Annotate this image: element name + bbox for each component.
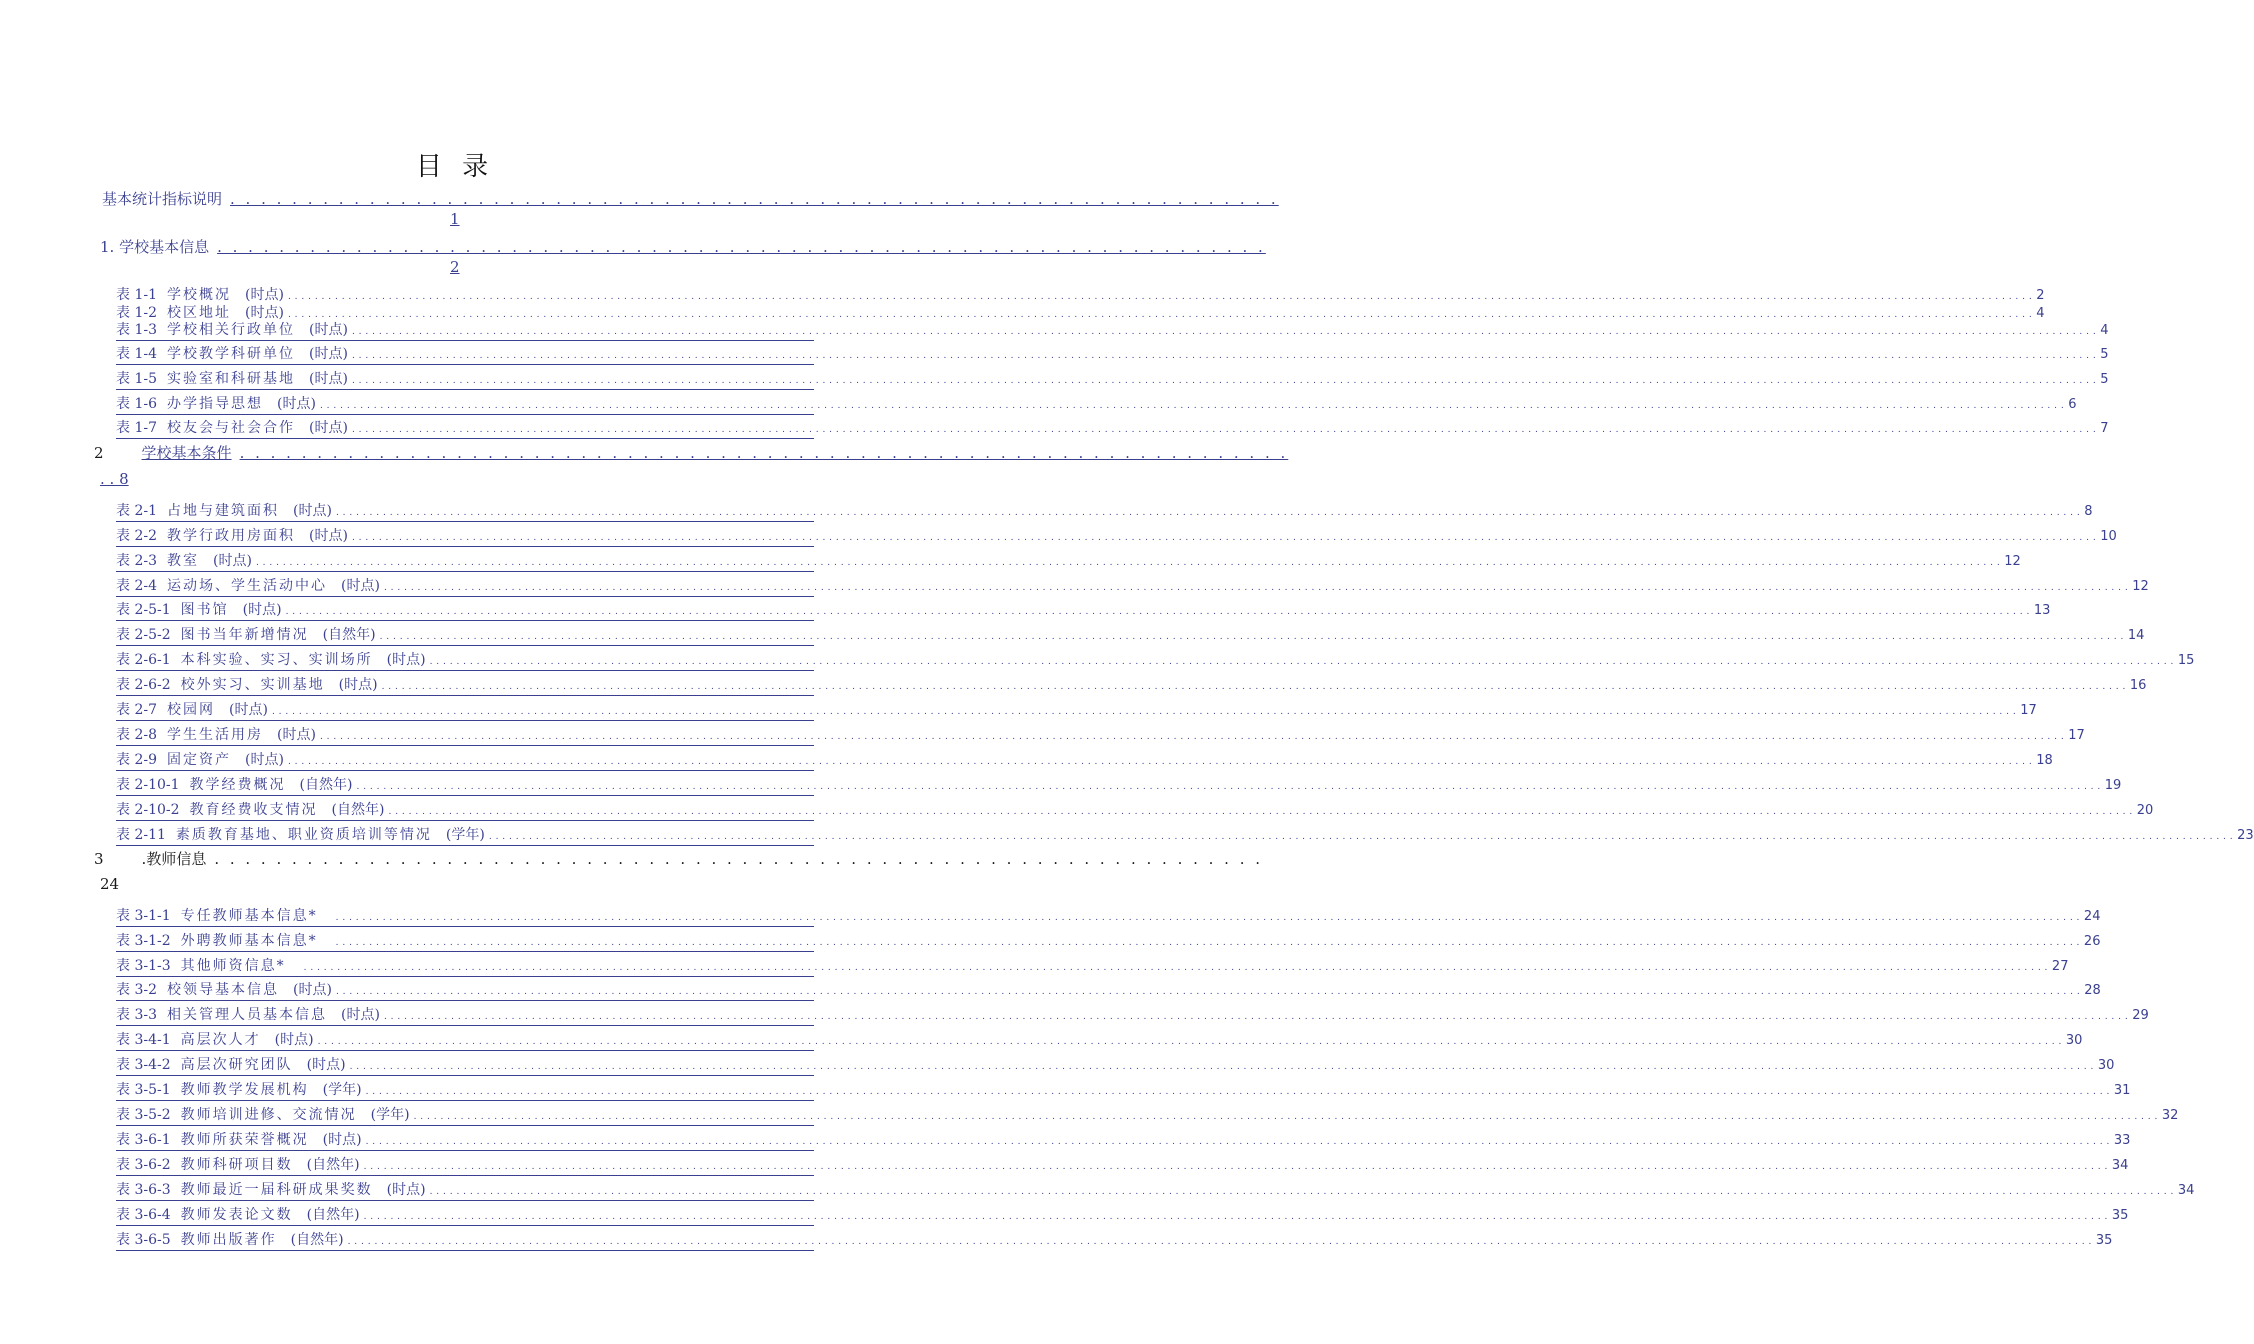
entry-page-number: 12 (2132, 579, 2149, 594)
entry-page-number: 23 (2237, 828, 2254, 843)
entry-title: 高层次研究团队 (180, 1057, 293, 1073)
entry-period: (时点) (274, 1032, 314, 1048)
entry-code: 表 3-6-5 (116, 1232, 171, 1248)
entry-code: 表 3-6-4 (116, 1207, 171, 1223)
entry-title: 校外实习、实训基地 (180, 677, 325, 693)
entry-page-number: 29 (2132, 1008, 2149, 1023)
dot-leader: . . . . . . . . . . . . . . . . . . . . . . . . . . . . . . . . . . . . . . . . . . . . . . . . . . . . . . . . . . . . . . . . . . . . . . . . . . . . . . . . . . . . . . . . . . . . . . . . . . . . . . . . . . . . . . . . . . . . . . . . . . . . . . . . . . . . . . . . . . . . . . . . . . . . . . . . . . . . . . . . . . . . . . . . . . . . . . . . . . . . . . . . . . . . . . . . . . . . . . . . . . . . . . . . . . . . . . . . . . . . . . . . . . . . . . . . . . . . . . . . . . . . . . . . . . . . . . . . . . . . (349, 1062, 2094, 1072)
toc-entry[interactable] (116, 1179, 2195, 1201)
dot-leader: . . . . . . . . . . . . . . . . . . . . . . . . . . . . . . . . . . . . . . . . . . . . . . . . . . . . . . . . . . . . . . . . . . . . . . . . . . . . . . . . . . . . . . . . . . . . . . . . . . . . . . . . . . . . . . . . . . . . . . . . . . . . . . . . . . . . . . . . . . . . . . . . . . . . . . . . . . . . . . . . . . . . . . . . . . . . . . . . . . . . . . . . . . . . . . . . . . . . . . . . . . . . . . . . . . . . . . . . . . . . . . . . . . . . . . . . . . . . . . . . . . . . . . . . . . . . . . . . . . . . (429, 1187, 2174, 1197)
toc-entry[interactable] (116, 799, 2154, 821)
dot-leader: . . . . . . . . . . . . . . . . . . . . . . . . . . . . . . . . . . . . . . . . . . . . . . . . . . . . . . . . . . . . . . . . . . . . . . . . . . . . . . . . . . . . . . . . . . . . . . . . . . . . . . . . . . . . . . . . . . . . . . . . . . . . . . . . . . . . . . . . . . . . . . . . . . . . . . . . . . . . . . . . . . . . . . . . . . . . . . . . . . . . . . . . . . . . . . . . . . . . . . . . . . . . . . . . . . . . . . . . . . . . . . . . . . . . . . . . . . . . . . . . . . . . . . . . . . . . . . . . . . . . (488, 832, 2234, 842)
entry-title: 专任教师基本信息* (180, 908, 318, 924)
entry-page-number: 35 (2111, 1208, 2129, 1223)
entry-page-number: 34 (2177, 1183, 2195, 1198)
dot-leader: . . . . . . . . . . . . . . . . . . . . . . . . . . . . . . . . . . . . . . . . . . . . . . . . . . . . . . . . . . . . . . . . . . . . . . . . . . . . . . . . . . . . . . . . . . . . . . . . . . . . . . . . . . . . . . . . . . . . . . . . . . . . . . . . . . . . . . . . . . . . . . . . . . . . . . . . . . . . . . . . . . . . . . . . . . . . . . . . . . . . . . . . . . . . . . . . . . . . . . . . . . . . . . . . . . . . . . . . . . . . . . . . . . . . . . . . . . . . . . . . . . . . . . . . . . . . . . . . . . . . (388, 807, 2133, 817)
entry-period: (学年) (445, 827, 485, 843)
entry-code: 表 3-6-1 (116, 1132, 171, 1148)
entry-code: 表 3-5-1 (116, 1082, 171, 1098)
dot-leader: . . . . . . . . . . . . . . . . . . . . . . . . . . . . . . . . . . . . . . . . . . . . . . . . . . . . . . . . . . . . . . . . . . . . . . . . . . . . . . . . . . . . . . . . . . . . . . . . . . . . . . . . . . . . . . . . . . . . . . . . . . . . . . . . . . . . . . . . . . . . . . . . . . . . . . . . . . . . . . . . . . . . . . . . . . . . . . . . . . . . . . . . . . . . . . . . . . . . . . . . . . . . . . . . . . . . . . . . . . . . . . . . . . . . . . . . . . . . . . . . . . . . . . . . . . . . . . . . . . . . (317, 1037, 2062, 1047)
entry-code: 表 3-6-2 (116, 1157, 171, 1173)
entry-code: 表 3-2 (116, 982, 157, 998)
dot-leader: . . . . . . . . . . . . . . . . . . . . . . . . . . . . . . . . . . . . . . . . . . . . . . . . . . . . . . . . . . . . . . . . . . . . (239, 444, 1289, 462)
entry-page-number: 26 (2083, 934, 2101, 949)
toc-entry[interactable] (116, 284, 2045, 304)
entry-code: 表 2-8 (116, 727, 157, 743)
entry-period: (时点) (341, 1007, 380, 1023)
page-title: 目 录 (415, 152, 495, 182)
dot-leader: . . . . . . . . . . . . . . . . . . . . . . . . . . . . . . . . . . . . . . . . . . . . . . . . . . . . . . . . . . . . . . . . . . . . . . . . . . . . . . . . . . . . . . . . . . . . . . . . . . . . . . . . . . . . . . . . . . . . . . . . . . . . . . . . . . . . . . . . . . . . . . . . . . . . . . . . . . . . . . . . . . . . . . . . . . . . . . . . . . . . . . . . . . . . . . . . . . . . . . . . . . . . . . . . . . . . . . . . . . . . . . . . . . . . . . . . . . . . . . . . . . . . . . . . . . . . . . . . . . . . (303, 963, 2048, 973)
entry-period: (时点) (213, 553, 252, 569)
toc-entry[interactable] (116, 1129, 2131, 1151)
entry-period: (时点) (309, 346, 348, 362)
entry-title: 教师教学发展机构 (180, 1082, 309, 1098)
dot-leader: . . . . . . . . . . . . . . . . . . . . . . . . . . . . . . . . . . . . . . . . . . . . . . . . . . . . . . . . . . . . . . . . . . . . . . . . . . . . . . . . . . . . . . . . . . . . . . . . . . . . . . . . . . . . . . . . . . . . . . . . . . . . . . . . . . . . . . . . . . . . . . . . . . . . . . . . . . . . . . . . . . . . . . . . . . . . . . . . . . . . . . . . . . . . . . . . . . . . . . . . . . . . . . . . . . . . . . . . . . . . . . . . . . . . . . . . . . . . . . . . . . . . . . . . . . . . . . . . . . . . (381, 682, 2126, 692)
entry-code: 表 3-4-1 (116, 1032, 171, 1048)
dot-leader: . . . . . . . . . . . . . . . . . . . . . . . . . . . . . . . . . . . . . . . . . . . . . . . . . . . . . . . . . . . . . . . . . . . . . . . . . . . . . . . . . . . . . . . . . . . . . . . . . . . . . . . . . . . . . . . . . . . . . . . . . . . . . . . . . . . . . . . . . . . . . . . . . . . . . . . . . . . . . . . . . . . . . . . . . . . . . . . . . . . . . . . . . . . . . . . . . . . . . . . . . . . . . . . . . . . . . . . . . . . . . . . . . . . . . . . . . . . . . . . . . . . . . . . . . . . . . . . . . . . . (287, 757, 2033, 767)
entry-page-number: 6 (2068, 397, 2077, 412)
entry-code: 表 1-6 (116, 396, 157, 412)
entry-code: 表 3-6-3 (116, 1182, 171, 1198)
entry-code: 表 1-3 (116, 322, 157, 338)
toc-entry[interactable] (116, 525, 2117, 547)
entry-title: 其他师资信息* (180, 958, 286, 974)
dot-leader: . . . . . . . . . . . . . . . . . . . . . . . . . . . . . . . . . . . . . . . . . . . . . . . . . . . . . . . . . . . . . . . . . . . . . . . . . . . . . . . . . . . . . . . . . . . . . . . . . . . . . . . . . . . . . . . . . . . . . . . . . . . . . . . . . . . . . . . . . . . . . . . . . . . . . . . . . . . . . . . . . . . . . . . . . . . . . . . . . . . . . . . . . . . . . . . . . . . . . . . . . . . . . . . . . . . . . . . . . . . . . . . . . . . . . . . . . . . . . . . . . . . . . . . . . . . . . . . . . . . . (351, 351, 2097, 361)
toc-section-basic-info[interactable] (100, 236, 1266, 257)
dot-leader: . . . . . . . . . . . . . . . . . . . . . . . . . . . . . . . . . . . . . . . . . . . . . . . . . . . . . . . . . . . . . . . . . . . . . . . . . . . . . . . . . . . . . . . . . . . . . . . . . . . . . . . . . . . . . . . . . . . . . . . . . . . . . . . . . . . . . . . . . . . . . . . . . . . . . . . . . . . . . . . . . . . . . . . . . . . . . . . . . . . . . . . . . . . . . . . . . . . . . . . . . . . . . . . . . . . . . . . . . . . . . . . . . . . . . . . . . . . . . . . . . . . . . . . . . . . . . . . . . . . . (351, 327, 2097, 337)
entry-code: 表 3-4-2 (116, 1057, 171, 1073)
toc-entry[interactable] (116, 749, 2053, 771)
entry-page-number: 13 (2033, 603, 2051, 618)
entry-period: (时点) (309, 528, 348, 544)
entry-period: (时点) (277, 727, 316, 743)
toc-entry[interactable] (116, 319, 2109, 341)
entry-period: (时点) (341, 578, 380, 594)
entry-period: (时点) (242, 602, 282, 618)
entry-page-number: 34 (2111, 1158, 2129, 1173)
toc-entry[interactable] (116, 393, 2077, 415)
dot-leader: . . . . . . . . . . . . . . . . . . . . . . . . . . . . . . . . . . . . . . . . . . . . . . . . . . . . . . . . . . . . . . . . . . . . . . . . . . . . . . . . . . . . . . . . . . . . . . . . . . . . . . . . . . . . . . . . . . . . . . . . . . . . . . . . . . . . . . . . . . . . . . . . . . . . . . . . . . . . . . . . . . . . . . . . . . . . . . . . . . . . . . . . . . . . . . . . . . . . . . . . . . . . . . . . . . . . . . . . . . . . . . . . . . . . . . . . . . . . . . . . . . . . . . . . . . . . . . . . . . . . (319, 401, 2065, 411)
entry-period: (学年) (370, 1107, 410, 1123)
toc-entry[interactable] (116, 343, 2109, 365)
entry-page-number: 30 (2097, 1058, 2115, 1073)
toc-entry[interactable] (116, 824, 2254, 846)
entry-period: (时点) (338, 677, 378, 693)
toc-entry[interactable] (116, 1054, 2115, 1076)
entry-code: 表 3-5-2 (116, 1107, 171, 1123)
entry-code: 表 2-10-1 (116, 777, 180, 793)
toc-entry[interactable] (116, 724, 2085, 746)
entry-page-number: 17 (2020, 703, 2037, 718)
entry-code: 表 2-6-2 (116, 677, 171, 693)
entry-page-number: 31 (2113, 1083, 2131, 1098)
toc-entry[interactable] (116, 1029, 2083, 1051)
entry-code: 表 2-1 (116, 503, 157, 519)
toc-entry[interactable] (116, 1104, 2179, 1126)
dot-leader: . . . . . . . . . . . . . . . . . . . . . . . . . . . . . . . . . . . . . . . . . . . . . . . . . . . . . . . . . . . . . . . . . . . . . . . . . . . . . . . . . . . . . . . . . . . . . . . . . . . . . . . . . . . . . . . . . . . . . . . . . . . . . . . . . . . . . . . . . . . . . . . . . . . . . . . . . . . . . . . . . . . . . . . . . . . . . . . . . . . . . . . . . . . . . . . . . . . . . . . . . . . . . . . . . . . . . . . . . . . . . . . . . . . . . . . . . . . . . . . . . . . . . . . . . . . . . . . . . . . . (363, 1212, 2108, 1222)
dot-leader: . . . . . . . . . . . . . . . . . . . . . . . . . . . . . . . . . . . . . . . . . . . . . . . . . . . . . . . . . . . . . . . . . . . . . . . . . . . . . . . . . . . . . . . . . . . . . . . . . . . . . . . . . . . . . . . . . . . . . . . . . . . . . . . . . . . . . . . . . . . . . . . . . . . . . . . . . . . . . . . . . . . . . . . . . . . . . . . . . . . . . . . . . . . . . . . . . . . . . . . . . . . . . . . . . . . . . . . . . . . . . . . . . . . . . . . . . . . . . . . . . . . . . . . . . . . . . . . . . . . . (255, 558, 2001, 568)
entry-period: (自然年) (299, 777, 353, 793)
entry-page-number: 27 (2051, 959, 2069, 974)
entry-code: 表 3-1-1 (116, 908, 171, 924)
entry-page-number: 18 (2036, 753, 2053, 768)
section-number: 2 (94, 444, 104, 462)
entry-page-number: 15 (2177, 653, 2195, 668)
toc-entry[interactable] (116, 1229, 2113, 1251)
entry-code: 表 3-3 (116, 1007, 157, 1023)
entry-page-number: 2 (2036, 288, 2045, 303)
entry-title: 教室 (167, 553, 199, 569)
entry-period: (时点) (309, 371, 348, 387)
dot-leader: . . . . . . . . . . . . . . . . . . . . . . . . . . . . . . . . . . . . . . . . . . . . . . . . . . . . . . . . . . . . . . . . . . . . . . . . . . . . . . . . . . . . . . . . . . . . . . . . . . . . . . . . . . . . . . . . . . . . . . . . . . . . . . . . . . . . . . . . . . . . . . . . . . . . . . . . . . . . . . . . . . . . . . . . . . . . . . . . . . . . . . . . . . . . . . . . . . . . . . . . . . . . . . . . . . . . . . . . . . . . . . . . . . . . . . . . . . . . . . . . . . . . . . . . . . . . . . . . . . . . (351, 376, 2097, 386)
dot-leader: . . . . . . . . . . . . . . . . . . . . . . . . . . . . . . . . . . . . . . . . . . . . . . . . . . . . . . . . . . . . . . . . . . . . . . . . . . . . . . . . . . . . . . . . . . . . . . . . . . . . . . . . . . . . . . . . . . . . . . . . . . . . . . . . . . . . . . . . . . . . . . . . . . . . . . . . . . . . . . . . . . . . . . . . . . . . . . . . . . . . . . . . . . . . . . . . . . . . . . . . . . . . . . . . . . . . . . . . . . . . . . . . . . . . . . . . . . . . . . . . . . . . . . . . . . . . . . . . . . . . (351, 533, 2097, 543)
entry-code: 表 2-9 (116, 752, 157, 768)
dot-leader: . . . . . . . . . . . . . . . . . . . . . . . . . . . . . . . . . . . . . . . . . . . . . . . . . . . . . . . . . . . . . . . . . . . . . . . . . . . . . . . . . . . . . . . . . . . . . . . . . . . . . . . . . . . . . . . . . . . . . . . . . . . . . . . . . . . . . . . . . . . . . . . . . . . . . . . . . . . . . . . . . . . . . . . . . . . . . . . . . . . . . . . . . . . . . . . . . . . . . . . . . . . . . . . . . . . . . . . . . . . . . . . . . . . . . . . . . . . . . . . . . . . . . . . . . . . . . . . . . . . . (383, 1012, 2129, 1022)
entry-page-number: 16 (2129, 678, 2147, 693)
entry-period: (时点) (245, 305, 284, 321)
entry-title: 图书当年新增情况 (180, 627, 309, 643)
dot-leader: . . . . . . . . . . . . . . . . . . . . . . . . . . . . . . . . . . . . . . . . . . . . . . . . . . . . . . . . . . . . . . . . . . . . . . . . . . . . . . . . . . . . . . . . . . . . . . . . . . . . . . . . . . . . . . . . . . . . . . . . . . . . . . . . . . . . . . . . . . . . . . . . . . . . . . . . . . . . . . . . . . . . . . . . . . . . . . . . . . . . . . . . . . . . . . . . . . . . . . . . . . . . . . . . . . . . . . . . . . . . . . . . . . . . . . . . . . . . . . . . . . . . . . . . . . . . . . . . . . . . (413, 1112, 2158, 1122)
entry-title: 办学指导思想 (167, 396, 263, 412)
entry-code: 表 1-2 (116, 305, 157, 321)
entry-page-number: 20 (2136, 803, 2154, 818)
entry-page-number: 8 (2084, 504, 2093, 519)
dot-leader: . . . . . . . . . . . . . . . . . . . . . . . . . . . . . . . . . . . . . . . . . . . . . . . . . . . . . . . . . . . . . . . . . . . . . . . . . . . . . . . . . . . . . . . . . . . . . . . . . . . . . . . . . . . . . . . . . . . . . . . . . . . . . . . . . . . . . . . . . . . . . . . . . . . . . . . . . . . . . . . . . . . . . . . . . . . . . . . . . . . . . . . . . . . . . . . . . . . . . . . . . . . . . . . . . . . . . . . . . . . . . . . . . . . . . . . . . . . . . . . . . . . . . . . . . . . . . . . . . . . . (287, 310, 2033, 320)
entry-code: 表 1-1 (116, 287, 157, 303)
section-page-number[interactable]: 1 (450, 210, 460, 228)
entry-period: (时点) (386, 652, 426, 668)
entry-title: 本科实验、实习、实训场所 (180, 652, 373, 668)
entry-code: 表 2-11 (116, 827, 166, 843)
dot-leader: . . . . . . . . . . . . . . . . . . . . . . . . . . . . . . . . . . . . . . . . . . . . . . . . . . . . . . . . . . . . . . . . . . . . . . . . . . . . . . . . . . . . . . . . . . . . . . . . . . . . . . . . . . . . . . . . . . . . . . . . . . . . . . . . . . . . . . . . . . . . . . . . . . . . . . . . . . . . . . . . . . . . . . . . . . . . . . . . . . . . . . . . . . . . . . . . . . . . . . . . . . . . . . . . . . . . . . . . . . . . . . . . . . . . . . . . . . . . . . . . . . . . . . . . . . . . . . . . . . . . (429, 657, 2174, 667)
dot-leader: . . . . . . . . . . . . . . . . . . . . . . . . . . . . . . . . . . . . . . . . . . . . . . . . . . . . . . . . . . . . . . . . . . . . . . . . . . . . . . . . . . . . . . . . . . . . . . . . . . . . . . . . . . . . . . . . . . . . . . . . . . . . . . . . . . . . . . . . . . . . . . . . . . . . . . . . . . . . . . . . . . . . . . . . . . . . . . . . . . . . . . . . . . . . . . . . . . . . . . . . . . . . . . . . . . . . . . . . . . . . . . . . . . . . . . . . . . . . . . . . . . . . . . . . . . . . . . . . . . . . (356, 782, 2101, 792)
entry-title: 教师所获荣誉概况 (180, 1132, 309, 1148)
entry-period: (自然年) (306, 1157, 360, 1173)
entry-period: (时点) (322, 1132, 362, 1148)
entry-period: (自然年) (306, 1207, 360, 1223)
toc-entry[interactable] (116, 417, 2109, 439)
entry-code: 表 2-5-1 (116, 602, 171, 618)
entry-code: 表 2-5-2 (116, 627, 171, 643)
toc-entry[interactable] (116, 649, 2195, 671)
dot-leader: . . . . . . . . . . . . . . . . . . . . . . . . . . . . . . . . . . . . . . . . . . . . . . . . . . . . . . . . . . . . . . . . . . . . . . . . . . . . . . . . . . . . . . . . . . . . . . . . . . . . . . . . . . . . . . . . . . . . . . . . . . . . . . . . . . . . . . . . . . . . . . . . . . . . . . . . . . . . . . . . . . . . . . . . . . . . . . . . . . . . . . . . . . . . . . . . . . . . . . . . . . . . . . . . . . . . . . . . . . . . . . . . . . . . . . . . . . . . . . . . . . . . . . . . . . . . . . . . . . . . (379, 632, 2124, 642)
dot-leader: . . . . . . . . . . . . . . . . . . . . . . . . . . . . . . . . . . . . . . . . . . . . . . . . . . . . . . . . . . . . . . . . . . . . . . . . . . . . . . . . . . . . . . . . . . . . . . . . . . . . . . . . . . . . . . . . . . . . . . . . . . . . . . . . . . . . . . . . . . . . . . . . . . . . . . . . . . . . . . . . . . . . . . . . . . . . . . . . . . . . . . . . . . . . . . . . . . . . . . . . . . . . . . . . . . . . . . . . . . . . . . . . . . . . . . . . . . . . . . . . . . . . . . . . . . . . . . . . . . . . (365, 1087, 2110, 1097)
entry-title: 学校相关行政单位 (167, 322, 295, 338)
dot-leader: . . . . . . . . . . . . . . . . . . . . . . . . . . . . . . . . . . . . . . . . . . . . . . . . . . . . . . . . . . . . . . . . . . . . . . . . . . . . . . . . . . . . . . . . . . . . . . . . . . . . . . . . . . . . . . . . . . . . . . . . . . . . . . . . . . . . . . . . . . . . . . . . . . . . . . . . . . . . . . . . . . . . . . . . . . . . . . . . . . . . . . . . . . . . . . . . . . . . . . . . . . . . . . . . . . . . . . . . . . . . . . . . . . . . . . . . . . . . . . . . . . . . . . . . . . . . . . . . . . . . (347, 1237, 2092, 1247)
section-page-number[interactable]: 2 (450, 258, 460, 276)
entry-page-number: 5 (2100, 347, 2109, 362)
entry-page-number: 19 (2104, 778, 2122, 793)
entry-title: 高层次人才 (180, 1032, 261, 1048)
entry-code: 表 3-1-3 (116, 958, 171, 974)
toc-section-teachers[interactable] (94, 848, 1264, 869)
entry-period: (时点) (293, 982, 332, 998)
entry-code: 表 1-5 (116, 371, 157, 387)
toc-section-stats[interactable] (102, 188, 1279, 209)
entry-title: 图书馆 (180, 602, 229, 618)
entry-title: 教学经费概况 (189, 777, 286, 793)
dot-leader: . . . . . . . . . . . . . . . . . . . . . . . . . . . . . . . . . . . . . . . . . . . . . . . . . . . . . . . . . . . . . . . . . . . . . . . . . . . . . . . . . . . . . . . . . . . . . . . . . . . . . . . . . . . . . . . . . . . . . . . . . . . . . . . . . . . . . . . . . . . . . . . . . . . . . . . . . . . . . . . . . . . . . . . . . . . . . . . . . . . . . . . . . . . . . . . . . . . . . . . . . . . . . . . . . . . . . . . . . . . . . . . . . . . . . . . . . . . . . . . . . . . . . . . . . . . . . . . . . . . . (285, 607, 2030, 617)
entry-page-number: 30 (2065, 1033, 2083, 1048)
entry-period: (时点) (309, 420, 348, 436)
entry-title: 素质教育基地、职业资质培训等情况 (175, 827, 432, 843)
entry-title: 占地与建筑面积 (167, 503, 279, 519)
toc-entry[interactable] (116, 979, 2101, 1001)
entry-title: 学生生活用房 (167, 727, 263, 743)
entry-title: 学校概况 (167, 287, 231, 303)
section-label: 基本统计指标说明 (102, 190, 223, 208)
entry-code: 表 3-1-2 (116, 933, 171, 949)
entry-page-number: 10 (2100, 529, 2117, 544)
entry-title: 教师培训进修、交流情况 (180, 1107, 357, 1123)
entry-period: (时点) (386, 1182, 426, 1198)
entry-title: 校友会与社会合作 (167, 420, 295, 436)
entry-code: 表 1-7 (116, 420, 157, 436)
dot-leader: . . . . . . . . . . . . . . . . . . . . . . . . . . . . . . . . . . . . . . . . . . . . . . . . . . . . . . . . . . . . . . . . . . . . . . . . . . . . . . . . . . . . . . . . . . . . . . . . . . . . . . . . . . . . . . . . . . . . . . . . . . . . . . . . . . . . . . . . . . . . . . . . . . . . . . . . . . . . . . . . . . . . . . . . . . . . . . . . . . . . . . . . . . . . . . . . . . . . . . . . . . . . . . . . . . . . . . . . . . . . . . . . . . . . . . . . . . . . . . . . . . . . . . . . . . . . . . . . . . . . (287, 292, 2033, 302)
entry-page-number: 35 (2095, 1233, 2113, 1248)
entry-title: 校区地址 (167, 305, 231, 321)
section-page-number[interactable]: . . 8 (100, 470, 129, 488)
entry-code: 表 1-4 (116, 346, 157, 362)
toc-entry[interactable] (116, 674, 2147, 696)
toc-entry[interactable] (116, 1079, 2131, 1101)
toc-entry[interactable] (116, 930, 2101, 952)
entry-page-number: 24 (2083, 909, 2101, 924)
entry-title: 固定资产 (167, 752, 231, 768)
toc-entry[interactable] (116, 1154, 2129, 1176)
section-page-number[interactable]: 24 (100, 875, 120, 893)
entry-title: 运动场、学生活动中心 (167, 578, 327, 594)
dot-leader: . . . . . . . . . . . . . . . . . . . . . . . . . . . . . . . . . . . . . . . . . . . . . . . . . . . . . . . . . . . . . . . . . . . . . . . . . . . . . . . . . . . . . . . . . . . . . . . . . . . . . . . . . . . . . . . . . . . . . . . . . . . . . . . . . . . . . . . . . . . . . . . . . . . . . . . . . . . . . . . . . . . . . . . . . . . . . . . . . . . . . . . . . . . . . . . . . . . . . . . . . . . . . . . . . . . . . . . . . . . . . . . . . . . . . . . . . . . . . . . . . . . . . . . . . . . . . . . . . . . . (335, 913, 2080, 923)
entry-page-number: 7 (2100, 421, 2109, 436)
toc-entry[interactable] (116, 905, 2101, 927)
entry-period: (时点) (277, 396, 316, 412)
entry-period: (时点) (306, 1057, 346, 1073)
entry-code: 表 2-7 (116, 702, 157, 718)
entry-period: (时点) (229, 702, 268, 718)
dot-leader: . . . . . . . . . . . . . . . . . . . . . . . . . . . . . . . . . . . . . . . . . . . . . . . . . . . . . . . . . . . . . . . . . . . . . . . . . . . . . . . . . . . . . . . . . . . . . . . . . . . . . . . . . . . . . . . . . . . . . . . . . . . . . . . . . . . . . . . . . . . . . . . . . . . . . . . . . . . . . . . . . . . . . . . . . . . . . . . . . . . . . . . . . . . . . . . . . . . . . . . . . . . . . . . . . . . . . . . . . . . . . . . . . . . . . . . . . . . . . . . . . . . . . . . . . . . . . . . . . . . . (351, 425, 2097, 435)
toc-section-conditions[interactable] (94, 442, 1289, 463)
section-number: 3 (94, 850, 104, 868)
entry-title: 外聘教师基本信息* (180, 933, 318, 949)
entry-page-number: 4 (2100, 323, 2109, 338)
toc-entry[interactable] (116, 774, 2122, 796)
entry-title: 教师出版著作 (180, 1232, 277, 1248)
entry-title: 教师科研项目数 (180, 1157, 293, 1173)
entry-code: 表 2-3 (116, 553, 157, 569)
entry-page-number: 14 (2127, 628, 2145, 643)
entry-period: (时点) (309, 322, 348, 338)
toc-entry[interactable] (116, 1004, 2149, 1026)
entry-page-number: 32 (2161, 1108, 2179, 1123)
dot-leader: . . . . . . . . . . . . . . . . . . . . . . . . . . . . . . . . . . . . . . . . . . . . . . . . . . . . . . . . . . . . . . . . . . . . . . . . . . . . . . . . . . . . . . . . . . . . . . . . . . . . . . . . . . . . . . . . . . . . . . . . . . . . . . . . . . . . . . . . . . . . . . . . . . . . . . . . . . . . . . . . . . . . . . . . . . . . . . . . . . . . . . . . . . . . . . . . . . . . . . . . . . . . . . . . . . . . . . . . . . . . . . . . . . . . . . . . . . . . . . . . . . . . . . . . . . . . . . . . . . . . (319, 732, 2065, 742)
entry-code: 表 2-2 (116, 528, 157, 544)
entry-title: 教师最近一届科研成果奖数 (180, 1182, 373, 1198)
toc-entry[interactable] (116, 955, 2069, 977)
section-label: .教师信息 (141, 850, 207, 868)
entry-period: (时点) (245, 752, 284, 768)
entry-period: (学年) (322, 1082, 362, 1098)
toc-entry[interactable] (116, 575, 2149, 597)
dot-leader: . . . . . . . . . . . . . . . . . . . . . . . . . . . . . . . . . . . . . . . . . . . . . . . . . . . . . . . . . . . . . . . . . . . . . . . . . . . . . . . . . . . . . . . . . . . . . . . . . . . . . . . . . . . . . . . . . . . . . . . . . . . . . . . . . . . . . . . . . . . . . . . . . . . . . . . . . . . . . . . . . . . . . . . . . . . . . . . . . . . . . . . . . . . . . . . . . . . . . . . . . . . . . . . . . . . . . . . . . . . . . . . . . . . . . . . . . . . . . . . . . . . . . . . . . . . . . . . . . . . . (335, 938, 2080, 948)
entry-title: 校领导基本信息 (167, 982, 279, 998)
dot-leader: . . . . . . . . . . . . . . . . . . . . . . . . . . . . . . . . . . . . . . . . . . . . . . . . . . . . . . . . . . . . . . . . . . . . . . . . . . . . . . . . . . . . . . . . . . . . . . . . . . . . . . . . . . . . . . . . . . . . . . . . . . . . . . . . . . . . . . . . . . . . . . . . . . . . . . . . . . . . . . . . . . . . . . . . . . . . . . . . . . . . . . . . . . . . . . . . . . . . . . . . . . . . . . . . . . . . . . . . . . . . . . . . . . . . . . . . . . . . . . . . . . . . . . . . . . . . . . . . . . . . (335, 987, 2081, 997)
section-label: 学校基本条件 (141, 444, 232, 462)
entry-title: 教学行政用房面积 (167, 528, 295, 544)
entry-title: 校园网 (167, 702, 215, 718)
toc-entry[interactable] (116, 368, 2109, 390)
dot-leader: . . . . . . . . . . . . . . . . . . . . . . . . . . . . . . . . . . . . . . . . . . . . . . . . . . . . . . . . . . . . . . . . . . . . (214, 850, 1264, 868)
entry-page-number: 5 (2100, 372, 2109, 387)
entry-title: 教师发表论文数 (180, 1207, 293, 1223)
toc-entry[interactable] (116, 624, 2145, 646)
dot-leader: . . . . . . . . . . . . . . . . . . . . . . . . . . . . . . . . . . . . . . . . . . . . . . . . . . . . . . . . . . . . . . . . . . . . (217, 238, 1266, 256)
entry-page-number: 12 (2004, 554, 2021, 569)
entry-title: 教育经费收支情况 (189, 802, 318, 818)
dot-leader: . . . . . . . . . . . . . . . . . . . . . . . . . . . . . . . . . . . . . . . . . . . . . . . . . . . . . . . . . . . . . . . . . . . . . . . . . . . . . . . . . . . . . . . . . . . . . . . . . . . . . . . . . . . . . . . . . . . . . . . . . . . . . . . . . . . . . . . . . . . . . . . . . . . . . . . . . . . . . . . . . . . . . . . . . . . . . . . . . . . . . . . . . . . . . . . . . . . . . . . . . . . . . . . . . . . . . . . . . . . . . . . . . . . . . . . . . . . . . . . . . . . . . . . . . . . . . . . . . . . . (363, 1162, 2108, 1172)
entry-page-number: 17 (2068, 728, 2085, 743)
dot-leader: . . . . . . . . . . . . . . . . . . . . . . . . . . . . . . . . . . . . . . . . . . . . . . . . . . . . . . . . . . . . . . . . . . . . . . . . . . . . . . . . . . . . . . . . . . . . . . . . . . . . . . . . . . . . . . . . . . . . . . . . . . . . . . . . . . . . . . . . . . . . . . . . . . . . . . . . . . . . . . . . . . . . . . . . . . . . . . . . . . . . . . . . . . . . . . . . . . . . . . . . . . . . . . . . . . . . . . . . . . . . . . . . . . . . . . . . . . . . . . . . . . . . . . . . . . . . . . . . . . . . (271, 707, 2017, 717)
toc-entry[interactable] (116, 699, 2037, 721)
entry-title: 学校教学科研单位 (167, 346, 295, 362)
entry-code: 表 2-6-1 (116, 652, 171, 668)
entry-page-number: 4 (2036, 306, 2045, 321)
entry-period: (自然年) (290, 1232, 344, 1248)
entry-page-number: 28 (2084, 983, 2101, 998)
toc-entry[interactable] (116, 599, 2051, 621)
entry-title: 实验室和科研基地 (167, 371, 295, 387)
entry-period: (自然年) (322, 627, 376, 643)
entry-period: (时点) (245, 287, 284, 303)
entry-period: (自然年) (331, 802, 385, 818)
dot-leader: . . . . . . . . . . . . . . . . . . . . . . . . . . . . . . . . . . . . . . . . . . . . . . . . . . . . . . . . . . . . . . . . . . . . . . . . . . . . . . . . . . . . . . . . . . . . . . . . . . . . . . . . . . . . . . . . . . . . . . . . . . . . . . . . . . . . . . . . . . . . . . . . . . . . . . . . . . . . . . . . . . . . . . . . . . . . . . . . . . . . . . . . . . . . . . . . . . . . . . . . . . . . . . . . . . . . . . . . . . . . . . . . . . . . . . . . . . . . . . . . . . . . . . . . . . . . . . . . . . . . (383, 583, 2129, 593)
entry-period: (时点) (293, 503, 332, 519)
section-label: 1. 学校基本信息 (100, 238, 210, 256)
toc-entry[interactable] (116, 500, 2093, 522)
entry-code: 表 2-10-2 (116, 802, 180, 818)
dot-leader: . . . . . . . . . . . . . . . . . . . . . . . . . . . . . . . . . . . . . . . . . . . . . . . . . . . . . . . . . . . . . . . . . . . . (230, 190, 1279, 208)
entry-code: 表 2-4 (116, 578, 157, 594)
entry-page-number: 33 (2113, 1133, 2131, 1148)
entry-title: 相关管理人员基本信息 (167, 1007, 327, 1023)
dot-leader: . . . . . . . . . . . . . . . . . . . . . . . . . . . . . . . . . . . . . . . . . . . . . . . . . . . . . . . . . . . . . . . . . . . . . . . . . . . . . . . . . . . . . . . . . . . . . . . . . . . . . . . . . . . . . . . . . . . . . . . . . . . . . . . . . . . . . . . . . . . . . . . . . . . . . . . . . . . . . . . . . . . . . . . . . . . . . . . . . . . . . . . . . . . . . . . . . . . . . . . . . . . . . . . . . . . . . . . . . . . . . . . . . . . . . . . . . . . . . . . . . . . . . . . . . . . . . . . . . . . . (365, 1137, 2110, 1147)
toc-entry[interactable] (116, 550, 2021, 572)
dot-leader: . . . . . . . . . . . . . . . . . . . . . . . . . . . . . . . . . . . . . . . . . . . . . . . . . . . . . . . . . . . . . . . . . . . . . . . . . . . . . . . . . . . . . . . . . . . . . . . . . . . . . . . . . . . . . . . . . . . . . . . . . . . . . . . . . . . . . . . . . . . . . . . . . . . . . . . . . . . . . . . . . . . . . . . . . . . . . . . . . . . . . . . . . . . . . . . . . . . . . . . . . . . . . . . . . . . . . . . . . . . . . . . . . . . . . . . . . . . . . . . . . . . . . . . . . . . . . . . . . . . . (335, 508, 2081, 518)
toc-entry[interactable] (116, 1204, 2129, 1226)
